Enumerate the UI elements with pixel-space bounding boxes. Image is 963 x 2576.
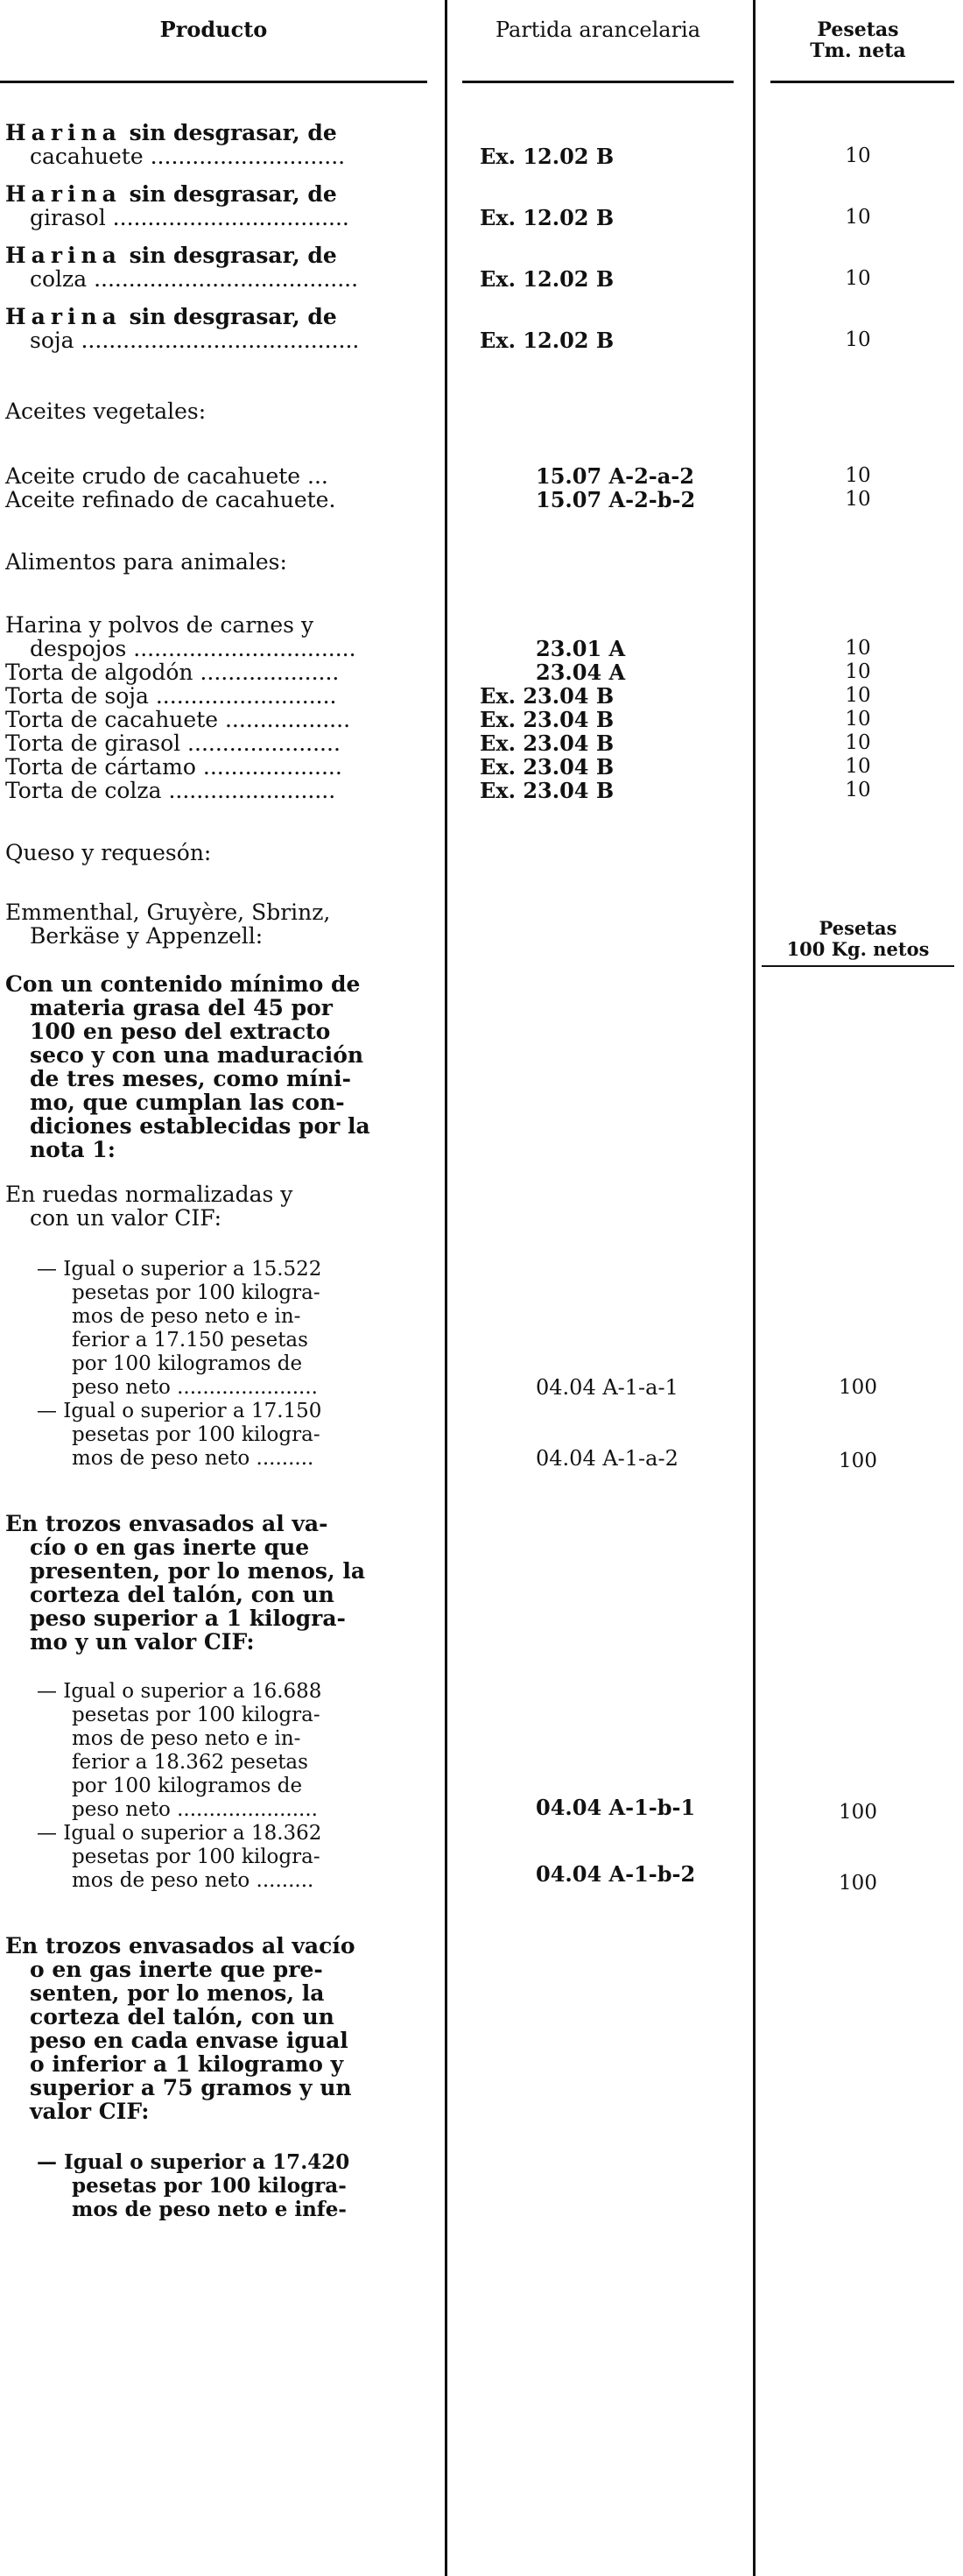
column-divider-2 bbox=[753, 0, 756, 2576]
valor: 10 bbox=[845, 328, 871, 351]
header-rule-2 bbox=[462, 81, 734, 83]
valor: 10 bbox=[845, 779, 871, 801]
partida: Ex. 12.02 B bbox=[480, 266, 615, 292]
header-rule-3 bbox=[770, 81, 954, 83]
partida: 04.04 A-1-b-1 bbox=[536, 1795, 696, 1820]
units-pesetas: Pesetas bbox=[819, 917, 897, 939]
product-harina-colza: Harina sin desgrasar, de colza ...................................... bbox=[5, 243, 359, 292]
valor: 100 bbox=[839, 1376, 877, 1399]
partida: Ex. 23.04 B bbox=[480, 707, 615, 732]
valor: 10 bbox=[845, 731, 871, 754]
valor: 10 bbox=[845, 637, 871, 660]
product-harina-girasol: Harina sin desgrasar, de girasol .................................. bbox=[5, 181, 349, 230]
product-harina-soja: Harina sin desgrasar, de soja ........................................ bbox=[5, 304, 360, 353]
header-producto: Producto bbox=[159, 17, 268, 42]
valor: 10 bbox=[845, 708, 871, 730]
partida: Ex. 23.04 B bbox=[480, 754, 615, 780]
partida: 04.04 A-1-a-2 bbox=[536, 1446, 678, 1471]
partida: 23.01 A bbox=[536, 636, 626, 661]
header-partida: Partida arancelaria bbox=[495, 18, 701, 42]
header-tm-neta: Tm. neta bbox=[810, 39, 906, 62]
trozos-hasta-1kg: En trozos envasados al vacío o en gas inerte que pre- senten, por lo menos, la corteza del talón, con un peso en cada envase igual o inferior a 1 kilogramo y superior a 75 gramos y un valor CIF: bbox=[5, 1933, 355, 2124]
product-harina-carnes: Harina y polvos de carnes y despojos ................................ bbox=[5, 612, 356, 661]
section-alimentos: Alimentos para animales: bbox=[5, 549, 287, 575]
ruedas-normalizadas: En ruedas normalizadas y con un valor CIF: bbox=[5, 1182, 293, 1231]
product-torta-colza: Torta de colza ........................ bbox=[5, 778, 336, 803]
header-rule-1 bbox=[0, 81, 427, 83]
units-100kg: 100 Kg. netos bbox=[786, 938, 930, 960]
product-torta-algodon: Torta de algodón .................... bbox=[5, 660, 340, 685]
product-aceite-crudo: Aceite crudo de cacahuete ... bbox=[5, 463, 328, 489]
product-aceite-refinado: Aceite refinado de cacahuete. bbox=[5, 487, 336, 512]
section-aceites: Aceites vegetales: bbox=[5, 399, 207, 424]
valor: 10 bbox=[845, 464, 871, 487]
partida: Ex. 12.02 B bbox=[480, 144, 615, 169]
section-queso: Queso y requesón: bbox=[5, 840, 212, 865]
valor: 10 bbox=[845, 684, 871, 707]
trozos1-item-2: — Igual o superior a 18.362 pesetas por 100 kilogra- mos de peso neto ......... bbox=[37, 1822, 322, 1892]
valor: 100 bbox=[839, 1450, 877, 1472]
partida: Ex. 23.04 B bbox=[480, 778, 615, 803]
header-rule-units bbox=[762, 965, 954, 967]
partida: 23.04 A bbox=[536, 660, 626, 685]
trozos2-item-1: — Igual o superior a 17.420 pesetas por 100 kilogra- mos de peso neto e infe- bbox=[37, 2150, 350, 2221]
valor: 10 bbox=[845, 755, 871, 778]
partida: 04.04 A-1-a-1 bbox=[536, 1375, 678, 1400]
partida: Ex. 23.04 B bbox=[480, 683, 615, 709]
partida: Ex. 23.04 B bbox=[480, 730, 615, 756]
partida: 15.07 A-2-b-2 bbox=[536, 487, 696, 512]
partida: Ex. 12.02 B bbox=[480, 205, 615, 230]
partida: Ex. 12.02 B bbox=[480, 328, 615, 353]
column-divider-1 bbox=[445, 0, 447, 2576]
ruedas-item-2: — Igual o superior a 17.150 pesetas por 100 kilogra- mos de peso neto ......... bbox=[37, 1400, 322, 1470]
emmenthal-group: Emmenthal, Gruyère, Sbrinz, Berkäse y Appenzell: bbox=[5, 900, 331, 949]
valor: 10 bbox=[845, 145, 871, 167]
product-torta-cacahuete: Torta de cacahuete .................. bbox=[5, 707, 351, 732]
contenido-minimo: Con un contenido mínimo de materia grasa del 45 por 100 en peso del extracto seco y con una maduración de tres meses, como míni- mo, que cumplan las con- diciones establecidas por la nota 1: bbox=[5, 971, 370, 1162]
valor: 10 bbox=[845, 206, 871, 229]
valor: 10 bbox=[845, 488, 871, 511]
partida: 04.04 A-1-b-2 bbox=[536, 1861, 696, 1887]
product-torta-cartamo: Torta de cártamo .................... bbox=[5, 754, 342, 780]
valor: 100 bbox=[839, 1801, 877, 1824]
trozos-mas-1kg: En trozos envasados al va- cío o en gas inerte que presenten, por lo menos, la corteza del talón, con un peso superior a 1 kilogra- mo y un valor CIF: bbox=[5, 1511, 366, 1655]
product-harina-cacahuete: Harina sin desgrasar, de cacahuete ............................ bbox=[5, 120, 346, 169]
header-pesetas: Pesetas bbox=[817, 18, 899, 41]
partida: 15.07 A-2-a-2 bbox=[536, 463, 694, 489]
valor: 100 bbox=[839, 1872, 877, 1895]
product-torta-girasol: Torta de girasol ...................... bbox=[5, 730, 341, 756]
valor: 10 bbox=[845, 267, 871, 290]
product-torta-soja: Torta de soja .......................... bbox=[5, 683, 337, 709]
trozos1-item-1: — Igual o superior a 16.688 pesetas por 100 kilogra- mos de peso neto e in- ferior a 18.362 pesetas por 100 kilogramos de peso neto ...................... bbox=[37, 1680, 322, 1821]
ruedas-item-1: — Igual o superior a 15.522 pesetas por 100 kilogra- mos de peso neto e in- ferior a 17.150 pesetas por 100 kilogramos de peso neto ...................... bbox=[37, 1258, 322, 1399]
valor: 10 bbox=[845, 660, 871, 683]
